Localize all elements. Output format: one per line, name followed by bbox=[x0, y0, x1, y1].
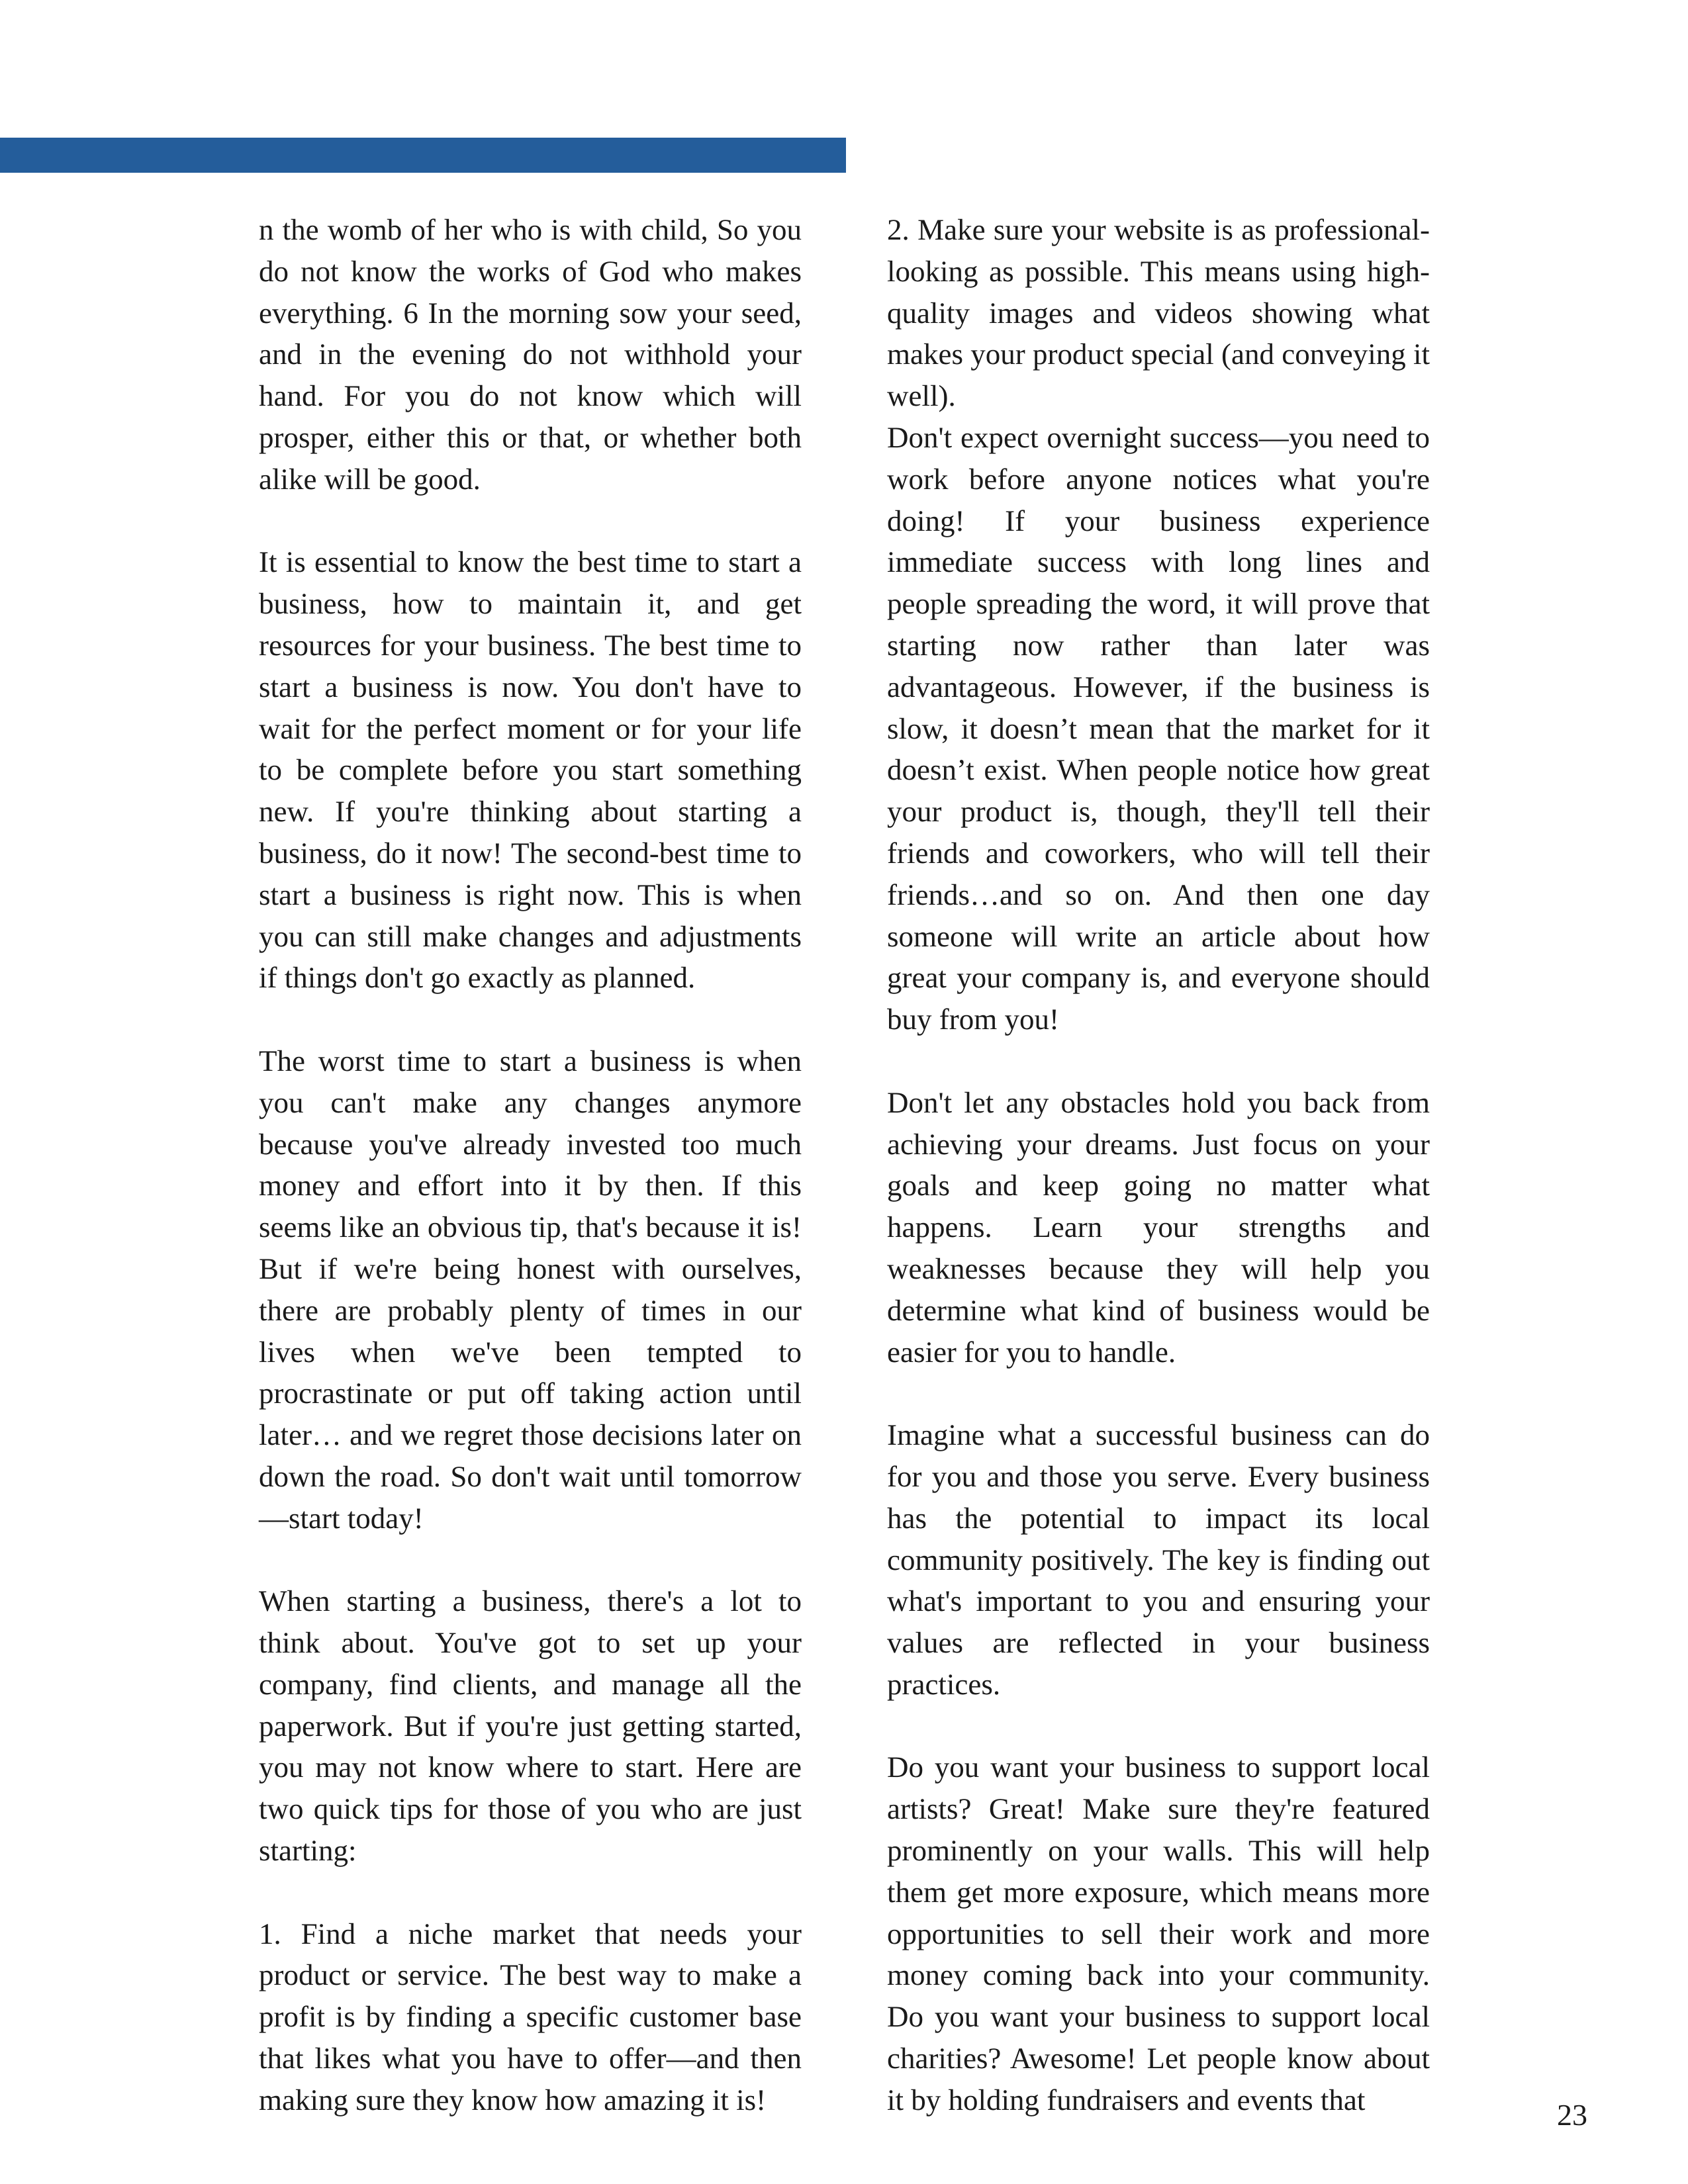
paragraph-support-local: Do you want your business to support local artists? Great! Make sure they're featured prominently on your walls. This will help them get more exposure, which means more opportunities to sell their work and more money coming back into your community. Do you want your business to support local charities? Awesome! Let people know about it by holding fundraisers and events that bbox=[887, 1751, 1430, 2116]
header-accent-bar bbox=[0, 138, 846, 173]
paragraph-best-time: It is essential to know the best time to start a business, how to maintain it, and get resources for your business. The best time to start a business is now. You don't have to wait for the perfect moment or for your life to be complete before you start something new. If you're thinking about starting a business, do it now! The second-best time to start a business is right now. This is when you can still make changes and adjustments if things don't go exactly as planned. bbox=[259, 545, 802, 995]
paragraph-imagine: Imagine what a successful business can do for you and those you serve. Every business has the potential to impact its local community positively. The key is finding out what's important to you and ensuring your values are reflected in your business practices. bbox=[887, 1418, 1430, 1701]
paragraph-scripture-continuation: n the womb of her who is with child, So you do not know the works of God who makes everything. 6 In the morning sow your seed, and in the evening do not withhold your hand. For you do not know which will prosper, either this or that, or whether both alike will be good. bbox=[259, 213, 802, 496]
paragraph-starting-tips: When starting a business, there's a lot to think about. You've got to set up your company, find clients, and manage all the paperwork. But if you're just getting started, you may not know where to start. Here are two quick tips for those of you who are just starting: bbox=[259, 1584, 802, 1868]
paragraph-obstacles: Don't let any obstacles hold you back from achieving your dreams. Just focus on your goals and keep going no matter what happens. Learn your strengths and weaknesses because they will help you determine what kind of business would be easier for you to handle. bbox=[887, 1085, 1430, 1369]
paragraph-worst-time: The worst time to start a business is when you can't make any changes anymore because you've already invested too much money and effort into it by then. If this seems like an obvious tip, that's because it is! But if we're being honest with ourselves, there are probably plenty of times in our lives when we've been tempted to procrastinate or put off taking action until later… and we regret those decisions later on down the road. So don't wait until tomorrow—start today! bbox=[259, 1044, 802, 1535]
page-number: 23 bbox=[1557, 2098, 1587, 2132]
paragraph-tip-one: 1. Find a niche market that needs your product or service. The best way to make a profit is by finding a specific customer base that likes what you have to offer—and then making sure they know how amazing it is! bbox=[259, 1917, 802, 2116]
right-text-column bbox=[887, 209, 1430, 2121]
left-text-column bbox=[259, 209, 802, 2121]
paragraph-overnight-success: Don't expect overnight success—you need to work before anyone notices what you're doing! If your business experience immediate success with long lines and people spreading the word, it will prove that starting now rather than later was advantageous. However, if the business is slow, it doesn’t mean that the market for it doesn’t exist. When people notice how great your product is, though, they'll tell their friends and coworkers, who will tell their friends…and so on. And then one day someone will write an article about how great your company is, and everyone should buy from you! bbox=[887, 420, 1430, 1036]
paragraph-tip-two: 2. Make sure your website is as professional-looking as possible. This means using high-quality images and videos showing what makes your product special (and conveying it well). bbox=[887, 213, 1430, 413]
